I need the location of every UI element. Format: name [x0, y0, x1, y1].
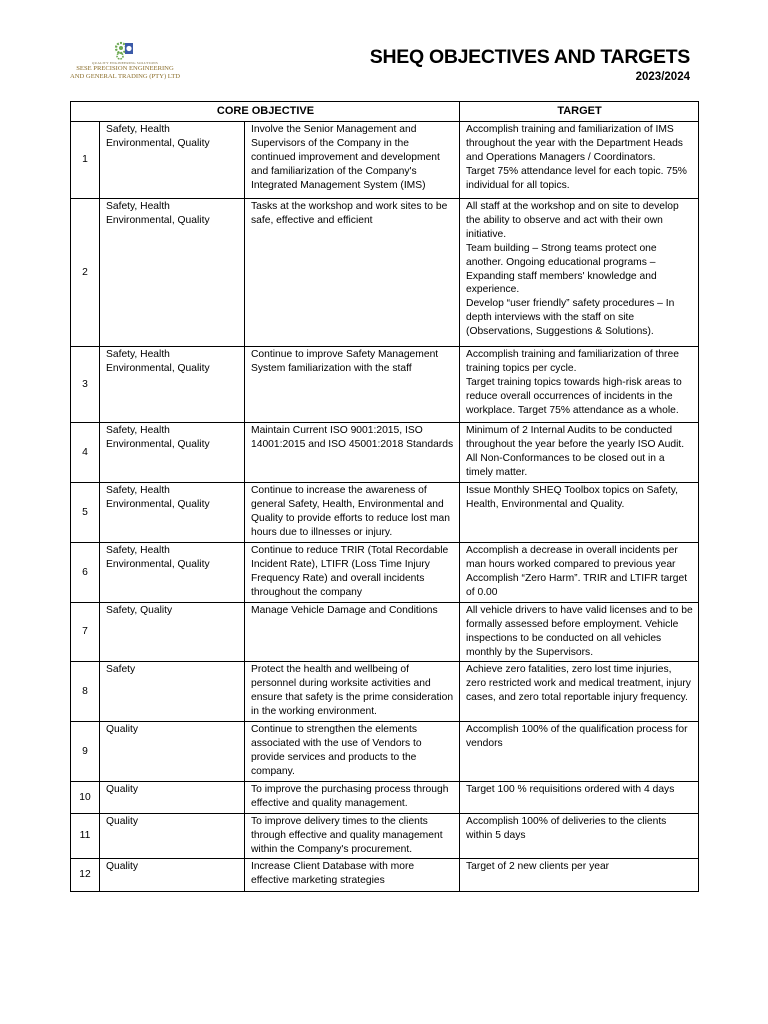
row-objective: Increase Client Database with more effective marketing strategies: [245, 858, 460, 891]
row-target: Achieve zero fatalities, zero lost time injuries, zero restricted work and medical treatment, injury cases, and zero total reportable injury frequency.: [460, 662, 699, 722]
page-year: 2023/2024: [635, 71, 690, 83]
row-objective: Tasks at the workshop and work sites to be safe, effective and efficient: [245, 199, 460, 347]
row-number: 5: [71, 483, 100, 543]
row-number: 9: [71, 722, 100, 782]
company-tagline: QUALITY ENGINEERING SOLUTIONS: [91, 61, 159, 65]
row-number: 12: [71, 858, 100, 891]
table-row: [71, 423, 699, 483]
row-target: All staff at the workshop and on site to develop the ability to observe and act with their own initiative. Team building – Strong teams protect one another. Ongoing educational programs – Expanding staff members' knowledge and experience. Develop “user friendly” safety procedures – In depth interviews with the staff on site (Observations, Suggestions & Solutions).: [460, 199, 699, 347]
table-row: [71, 122, 699, 199]
row-category: Safety, Health Environmental, Quality: [100, 423, 245, 483]
company-logo: [70, 40, 180, 90]
row-target: Target of 2 new clients per year: [460, 858, 699, 891]
row-number: 1: [71, 122, 100, 199]
row-number: 10: [71, 782, 100, 814]
row-target: Minimum of 2 Internal Audits to be conducted throughout the year before the yearly ISO Audit. All Non-Conformances to be closed out in a timely matter.: [460, 423, 699, 483]
table-row: [71, 543, 699, 603]
table-row: [71, 662, 699, 722]
row-category: Safety: [100, 662, 245, 722]
row-objective: To improve the purchasing process through effective and quality management.: [245, 782, 460, 814]
row-category: Quality: [100, 814, 245, 859]
row-category: Safety, Quality: [100, 603, 245, 662]
row-objective: Continue to increase the awareness of general Safety, Health, Environmental and Quality to provide efforts to reduce lost man hours due to illnesses or injury.: [245, 483, 460, 543]
row-objective: Involve the Senior Management and Supervisors of the Company in the continued improvement and development and familiarization of the Company's Integrated Management System (IMS): [245, 122, 460, 199]
row-target: Target 100 % requisitions ordered with 4 days: [460, 782, 699, 814]
table-row: [71, 814, 699, 859]
company-name-line1: SESE PRECISION ENGINEERING: [76, 65, 174, 72]
table-row: [71, 782, 699, 814]
table-header-row: [71, 102, 699, 122]
table-row: [71, 722, 699, 782]
row-objective: To improve delivery times to the clients through effective and quality management within the Company's procurement.: [245, 814, 460, 859]
row-target: Accomplish a decrease in overall incidents per man hours worked compared to previous year Accomplish “Zero Harm”. TRIR and LTIFR target of 0.00: [460, 543, 699, 603]
row-number: 3: [71, 347, 100, 423]
row-category: Safety, Health Environmental, Quality: [100, 199, 245, 347]
page-title: SHEQ OBJECTIVES AND TARGETS: [369, 46, 690, 68]
row-objective: Protect the health and wellbeing of personnel during worksite activities and ensure that safety is the prime consideration in the working environment.: [245, 662, 460, 722]
table-row: [71, 347, 699, 423]
row-number: 2: [71, 199, 100, 347]
row-category: Safety, Health Environmental, Quality: [100, 347, 245, 423]
row-target: Accomplish training and familiarization of three training topics per cycle. Target training topics towards high-risk areas to reduce overall occurrences of incidents in the workplace. Target 75% attendance as a whole.: [460, 347, 699, 423]
row-number: 4: [71, 423, 100, 483]
row-objective: Continue to strengthen the elements associated with the use of Vendors to provide services and products to the company.: [245, 722, 460, 782]
target-header: TARGET: [460, 102, 699, 122]
row-target: All vehicle drivers to have valid licenses and to be formally assessed before employment. Vehicle inspections to be conducted on all vehicles monthly by the Supervisors.: [460, 603, 699, 662]
row-number: 8: [71, 662, 100, 722]
row-category: Safety, Health Environmental, Quality: [100, 543, 245, 603]
table-body: [71, 122, 699, 892]
row-category: Safety, Health Environmental, Quality: [100, 483, 245, 543]
row-number: 6: [71, 543, 100, 603]
row-target: Issue Monthly SHEQ Toolbox topics on Safety, Health, Environmental and Quality.: [460, 483, 699, 543]
gear-logo-icon: [114, 40, 136, 60]
row-target: Accomplish 100% of deliveries to the clients within 5 days: [460, 814, 699, 859]
row-category: Quality: [100, 782, 245, 814]
table-row: [71, 199, 699, 347]
row-number: 11: [71, 814, 100, 859]
row-category: Quality: [100, 858, 245, 891]
row-objective: Continue to improve Safety Management System familiarization with the staff: [245, 347, 460, 423]
row-objective: Continue to reduce TRIR (Total Recordable Incident Rate), LTIFR (Loss Time Injury Frequency Rate) and overall incidents throughout the company: [245, 543, 460, 603]
row-objective: Maintain Current ISO 9001:2015, ISO 14001:2015 and ISO 45001:2018 Standards: [245, 423, 460, 483]
table-row: [71, 483, 699, 543]
row-number: 7: [71, 603, 100, 662]
row-target: Accomplish 100% of the qualification process for vendors: [460, 722, 699, 782]
row-category: Safety, Health Environmental, Quality: [100, 122, 245, 199]
row-objective: Manage Vehicle Damage and Conditions: [245, 603, 460, 662]
core-objective-header: CORE OBJECTIVE: [71, 102, 460, 122]
table-row: [71, 603, 699, 662]
row-target: Accomplish training and familiarization of IMS throughout the year with the Department Heads and Operations Managers / Coordinators. Target 75% attendance level for each topic. 75% individual for all topics.: [460, 122, 699, 199]
company-name-line2: AND GENERAL TRADING (PTY) LTD: [70, 73, 181, 80]
row-category: Quality: [100, 722, 245, 782]
table-row: [71, 858, 699, 891]
objectives-table: [70, 101, 699, 892]
